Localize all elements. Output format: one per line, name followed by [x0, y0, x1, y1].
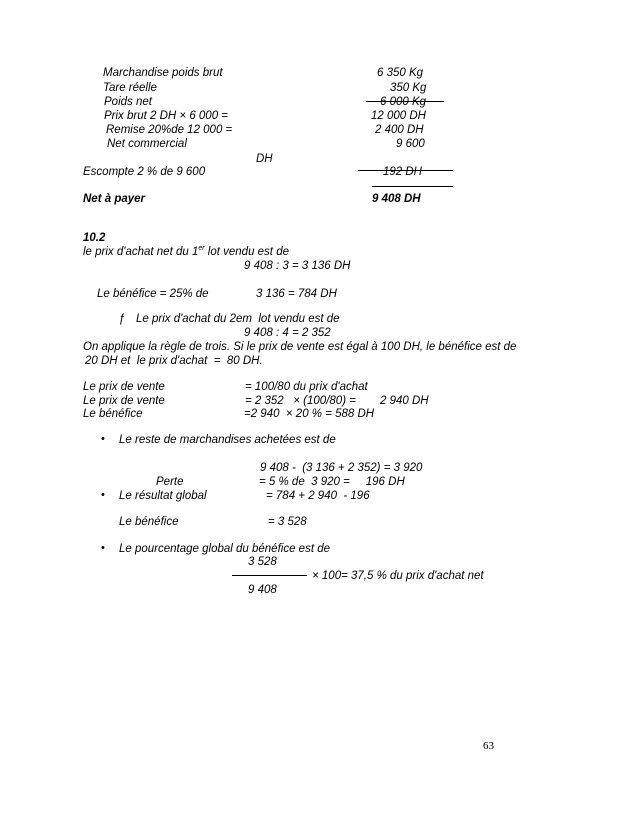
invoice-value-discount: 2 400 DH [375, 124, 424, 136]
line-second-lot-calc: 9 408 : 4 = 2 352 [244, 327, 331, 339]
line-profit-label: Le bénéfice = 25% de [97, 288, 209, 300]
invoice-unit-dh: DH [256, 153, 273, 165]
net-to-pay-label: Net à payer [83, 193, 146, 205]
fraction-bar [232, 575, 307, 576]
line-second-lot: Le prix d'achat du 2em lot vendu est de [136, 313, 340, 325]
line-sale-price-result: 2 940 DH [380, 395, 429, 407]
final-profit-value: = 3 528 [268, 516, 307, 528]
invoice-value-gross-price: 12 000 DH [371, 110, 426, 122]
bullet-icon: • [101, 542, 105, 554]
strike-line [358, 170, 453, 171]
strike-line [366, 101, 444, 102]
line-sale-price-calc: = 2 352 × (100/80) = [245, 395, 356, 407]
line-sale-price-formula: = 100/80 du prix d'achat [245, 381, 368, 393]
line-profit-calc-2: =2 940 × 20 % = 588 DH [244, 408, 375, 420]
total-rule [372, 186, 453, 187]
fraction-result: × 100= 37,5 % du prix d'achat net [312, 570, 484, 582]
bullet-remaining-goods: Le reste de marchandises achetées est de [119, 434, 336, 446]
invoice-label-net-weight: Poids net [104, 96, 152, 108]
function-icon: ƒ [119, 313, 126, 325]
line-sale-price-label-1: Le prix de vente [83, 381, 165, 393]
line-profit-label-2: Le bénéfice [83, 408, 143, 420]
line-first-lot-calc: 9 408 : 3 = 3 136 DH [244, 260, 351, 272]
line-profit-calc: 3 136 = 784 DH [256, 288, 337, 300]
global-result-calc: = 784 + 2 940 - 196 [266, 490, 370, 502]
bullet-global-percentage: Le pourcentage global du bénéfice est de [119, 543, 330, 555]
bullet-icon: • [101, 489, 105, 501]
invoice-value-gross-weight: 6 350 Kg [377, 67, 424, 79]
invoice-label-net-commercial: Net commercial [107, 138, 187, 150]
fraction-numerator: 3 528 [248, 556, 277, 568]
invoice-label-gross-weight: Marchandise poids brut [103, 67, 223, 79]
line-first-lot: le prix d'achat net du 1er lot vendu est de [83, 245, 289, 258]
invoice-value-tare: 350 Kg [390, 82, 427, 94]
section-number: 10.2 [83, 232, 106, 244]
invoice-value-net-weight: 6 000 Kg [380, 96, 427, 108]
page-number: 63 [483, 740, 494, 752]
final-profit-label: Le bénéfice [119, 516, 179, 528]
invoice-label-gross-price: Prix brut 2 DH × 6 000 = [104, 110, 229, 122]
line-sale-price-label-2: Le prix de vente [83, 395, 165, 407]
invoice-label-tare: Tare réelle [103, 82, 157, 94]
invoice-label-discount: Remise 20%de 12 000 = [106, 124, 233, 136]
bullet-icon: • [101, 433, 105, 445]
global-result-label: Le résultat global [119, 490, 207, 502]
line-rule-of-three-cont: 20 DH et le prix d'achat = 80 DH. [85, 355, 263, 367]
line-rule-of-three: On applique la règle de trois. Si le prix de vente est égal à 100 DH, le bénéfice est de [83, 341, 517, 353]
invoice-value-net-commercial: 9 600 [396, 138, 425, 150]
loss-calc: = 5 % de 3 920 = 196 DH [259, 476, 405, 488]
invoice-label-escompte: Escompte 2 % de 9 600 [83, 166, 206, 178]
loss-label: Perte [156, 476, 184, 488]
invoice-value-escompte: 192 DH [383, 166, 422, 178]
net-to-pay-value: 9 408 DH [372, 193, 421, 205]
remaining-goods-calc: 9 408 - (3 136 + 2 352) = 3 920 [260, 462, 423, 474]
fraction-denominator: 9 408 [248, 584, 277, 596]
